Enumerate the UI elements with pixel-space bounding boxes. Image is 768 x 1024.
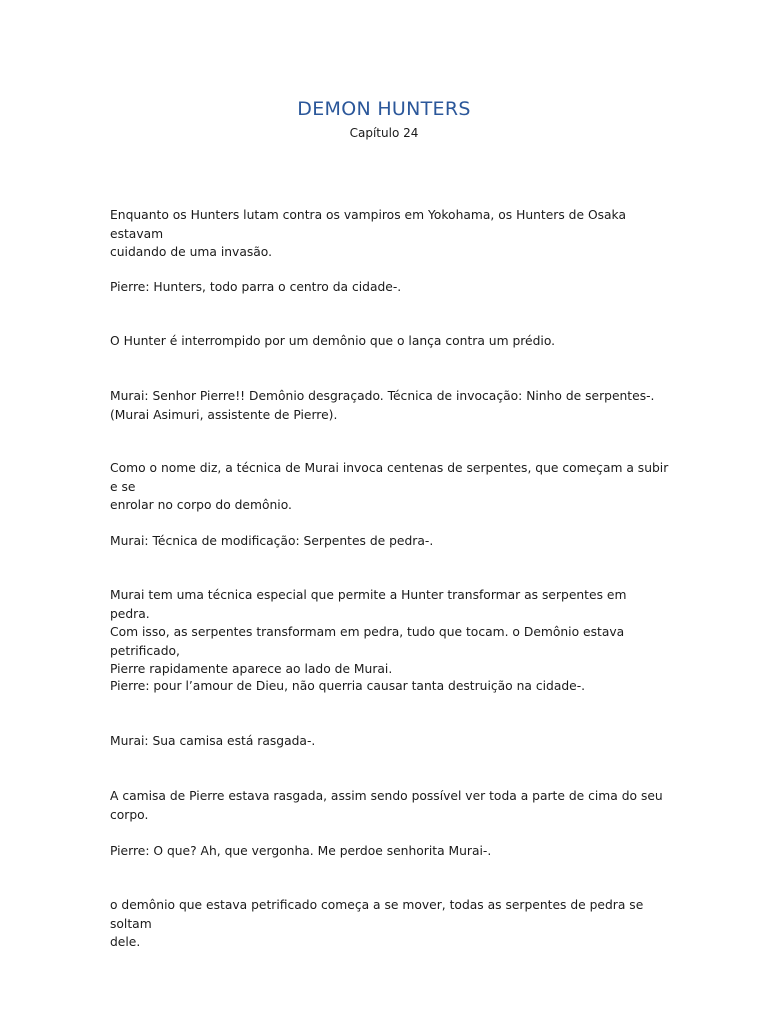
paragraph-11: Pierre: O que? Ah, que vergonha. Me perdoe senhorita Murai-. xyxy=(110,844,492,858)
paragraph-6: Murai: Técnica de modificação: Serpentes de pedra-. xyxy=(110,534,434,548)
document-title: DEMON HUNTERS xyxy=(297,98,471,120)
paragraph-9: Murai: Sua camisa está rasgada-. xyxy=(110,734,316,748)
paragraph-5: Como o nome diz, a técnica de Murai invoca centenas de serpentes, que começam a subir e se enrolar no corpo do demônio. xyxy=(110,461,669,512)
paragraph-1: Enquanto os Hunters lutam contra os vampiros em Yokohama, os Hunters de Osaka estavam cuidando de uma invasão. xyxy=(110,208,627,259)
paragraph-8: Pierre: pour l’amour de Dieu, não querria causar tanta destruição na cidade-. xyxy=(110,679,586,693)
paragraph-10: A camisa de Pierre estava rasgada, assim sendo possível ver toda a parte de cima do seu corpo. xyxy=(110,789,663,822)
paragraph-3: O Hunter é interrompido por um demônio que o lança contra um prédio. xyxy=(110,334,556,348)
paragraph-4: Murai: Senhor Pierre!! Demônio desgraçado. Técnica de invocação: Ninho de serpentes-. (Murai Asimuri, assistente de Pierre). xyxy=(110,389,655,422)
paragraph-7: Murai tem uma técnica especial que permite a Hunter transformar as serpentes em pedra. Com isso, as serpentes transformam em pedra, tudo que tocam. o Demônio estava petrificado, Pierre rapidamente aparece ao lado de Murai. xyxy=(110,588,627,676)
paragraph-12: o demônio que estava petrificado começa a se mover, todas as serpentes de pedra se soltam dele. xyxy=(110,898,644,949)
chapter-subtitle: Capítulo 24 xyxy=(349,126,419,140)
paragraph-2: Pierre: Hunters, todo parra o centro da cidade-. xyxy=(110,280,402,294)
